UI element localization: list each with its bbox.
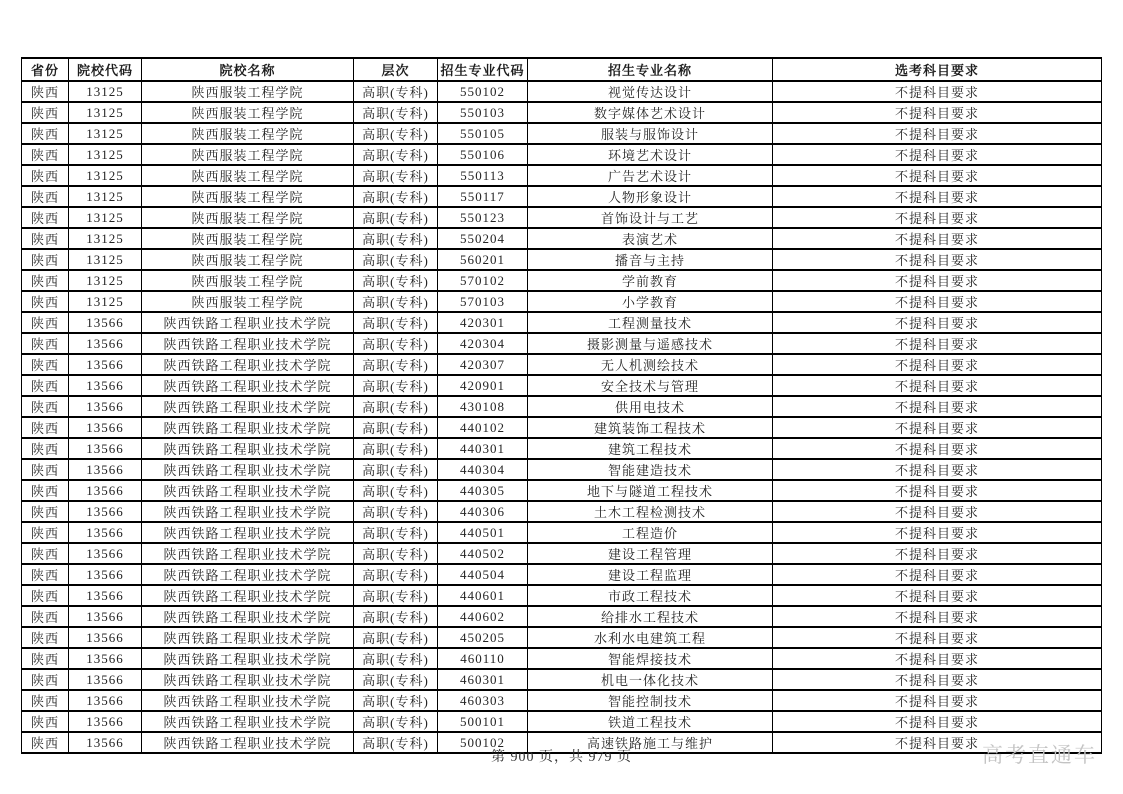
cell-level: 高职(专科) — [354, 144, 438, 165]
cell-major-code: 550113 — [438, 165, 528, 186]
cell-province: 陕西 — [22, 543, 69, 564]
cell-province: 陕西 — [22, 228, 69, 249]
col-header-major-name: 招生专业名称 — [528, 58, 773, 81]
cell-province: 陕西 — [22, 396, 69, 417]
cell-level: 高职(专科) — [354, 123, 438, 144]
table-row — [22, 669, 1102, 690]
cell-college-code: 13566 — [69, 312, 142, 333]
table-row — [22, 312, 1102, 333]
cell-major-name: 工程造价 — [528, 522, 773, 543]
cell-major-code: 550103 — [438, 102, 528, 123]
table-row — [22, 228, 1102, 249]
cell-major-name: 播音与主持 — [528, 249, 773, 270]
cell-subject-requirements: 不提科目要求 — [773, 81, 1102, 102]
cell-major-code: 440501 — [438, 522, 528, 543]
cell-province: 陕西 — [22, 375, 69, 396]
cell-college-name: 陕西铁路工程职业技术学院 — [142, 627, 354, 648]
cell-college-code: 13566 — [69, 564, 142, 585]
cell-college-name: 陕西服装工程学院 — [142, 270, 354, 291]
table-row — [22, 480, 1102, 501]
cell-college-name: 陕西铁路工程职业技术学院 — [142, 375, 354, 396]
cell-subject-requirements: 不提科目要求 — [773, 459, 1102, 480]
cell-province: 陕西 — [22, 627, 69, 648]
cell-major-code: 440502 — [438, 543, 528, 564]
cell-subject-requirements: 不提科目要求 — [773, 711, 1102, 732]
cell-level: 高职(专科) — [354, 186, 438, 207]
cell-major-name: 供用电技术 — [528, 396, 773, 417]
cell-subject-requirements: 不提科目要求 — [773, 207, 1102, 228]
cell-major-code: 550117 — [438, 186, 528, 207]
cell-level: 高职(专科) — [354, 228, 438, 249]
cell-subject-requirements: 不提科目要求 — [773, 690, 1102, 711]
cell-level: 高职(专科) — [354, 207, 438, 228]
cell-province: 陕西 — [22, 186, 69, 207]
cell-level: 高职(专科) — [354, 669, 438, 690]
cell-major-name: 市政工程技术 — [528, 585, 773, 606]
cell-major-name: 广告艺术设计 — [528, 165, 773, 186]
col-header-level: 层次 — [354, 58, 438, 81]
cell-province: 陕西 — [22, 585, 69, 606]
cell-college-name: 陕西铁路工程职业技术学院 — [142, 333, 354, 354]
cell-major-name: 水利水电建筑工程 — [528, 627, 773, 648]
cell-province: 陕西 — [22, 480, 69, 501]
cell-major-name: 学前教育 — [528, 270, 773, 291]
cell-major-code: 440306 — [438, 501, 528, 522]
cell-level: 高职(专科) — [354, 438, 438, 459]
cell-college-name: 陕西服装工程学院 — [142, 102, 354, 123]
cell-subject-requirements: 不提科目要求 — [773, 417, 1102, 438]
cell-major-code: 420901 — [438, 375, 528, 396]
cell-college-code: 13566 — [69, 543, 142, 564]
cell-major-code: 440601 — [438, 585, 528, 606]
cell-college-name: 陕西铁路工程职业技术学院 — [142, 396, 354, 417]
table-row — [22, 585, 1102, 606]
cell-major-code: 420307 — [438, 354, 528, 375]
cell-college-name: 陕西服装工程学院 — [142, 123, 354, 144]
cell-subject-requirements: 不提科目要求 — [773, 585, 1102, 606]
cell-province: 陕西 — [22, 354, 69, 375]
table-row — [22, 438, 1102, 459]
cell-level: 高职(专科) — [354, 585, 438, 606]
table-row — [22, 459, 1102, 480]
table-row — [22, 396, 1102, 417]
col-header-province: 省份 — [22, 58, 69, 81]
cell-major-name: 智能建造技术 — [528, 459, 773, 480]
cell-subject-requirements: 不提科目要求 — [773, 270, 1102, 291]
cell-college-code: 13125 — [69, 102, 142, 123]
cell-major-code: 420301 — [438, 312, 528, 333]
cell-college-name: 陕西铁路工程职业技术学院 — [142, 417, 354, 438]
cell-major-name: 表演艺术 — [528, 228, 773, 249]
cell-level: 高职(专科) — [354, 480, 438, 501]
cell-province: 陕西 — [22, 81, 69, 102]
table-row — [22, 711, 1102, 732]
cell-college-code: 13566 — [69, 585, 142, 606]
cell-province: 陕西 — [22, 270, 69, 291]
cell-subject-requirements: 不提科目要求 — [773, 648, 1102, 669]
cell-college-code: 13566 — [69, 438, 142, 459]
cell-level: 高职(专科) — [354, 354, 438, 375]
cell-province: 陕西 — [22, 123, 69, 144]
cell-province: 陕西 — [22, 207, 69, 228]
cell-level: 高职(专科) — [354, 375, 438, 396]
cell-major-code: 570103 — [438, 291, 528, 312]
cell-subject-requirements: 不提科目要求 — [773, 186, 1102, 207]
cell-major-name: 建筑装饰工程技术 — [528, 417, 773, 438]
cell-college-name: 陕西铁路工程职业技术学院 — [142, 501, 354, 522]
col-header-subject-requirements: 选考科目要求 — [773, 58, 1102, 81]
cell-province: 陕西 — [22, 564, 69, 585]
cell-level: 高职(专科) — [354, 459, 438, 480]
cell-subject-requirements: 不提科目要求 — [773, 312, 1102, 333]
cell-college-name: 陕西铁路工程职业技术学院 — [142, 648, 354, 669]
cell-subject-requirements: 不提科目要求 — [773, 228, 1102, 249]
cell-level: 高职(专科) — [354, 249, 438, 270]
cell-level: 高职(专科) — [354, 270, 438, 291]
cell-province: 陕西 — [22, 291, 69, 312]
cell-major-code: 440301 — [438, 438, 528, 459]
cell-major-name: 工程测量技术 — [528, 312, 773, 333]
cell-major-name: 智能焊接技术 — [528, 648, 773, 669]
cell-subject-requirements: 不提科目要求 — [773, 501, 1102, 522]
cell-college-code: 13566 — [69, 627, 142, 648]
cell-college-name: 陕西铁路工程职业技术学院 — [142, 564, 354, 585]
cell-subject-requirements: 不提科目要求 — [773, 543, 1102, 564]
table-row — [22, 564, 1102, 585]
page-number-footer: 第 900 页，共 979 页 — [491, 750, 632, 765]
cell-subject-requirements: 不提科目要求 — [773, 144, 1102, 165]
cell-level: 高职(专科) — [354, 333, 438, 354]
table-row — [22, 249, 1102, 270]
cell-level: 高职(专科) — [354, 291, 438, 312]
cell-major-code: 440102 — [438, 417, 528, 438]
table-header-row — [22, 58, 1102, 81]
cell-college-code: 13566 — [69, 690, 142, 711]
cell-major-code: 550204 — [438, 228, 528, 249]
cell-college-code: 13125 — [69, 165, 142, 186]
cell-major-name: 建设工程管理 — [528, 543, 773, 564]
cell-province: 陕西 — [22, 312, 69, 333]
table-row — [22, 417, 1102, 438]
cell-college-code: 13566 — [69, 522, 142, 543]
cell-major-name: 服装与服饰设计 — [528, 123, 773, 144]
cell-major-name: 智能控制技术 — [528, 690, 773, 711]
col-header-major-code: 招生专业代码 — [438, 58, 528, 81]
cell-college-name: 陕西服装工程学院 — [142, 144, 354, 165]
cell-major-code: 550105 — [438, 123, 528, 144]
cell-major-code: 440304 — [438, 459, 528, 480]
cell-subject-requirements: 不提科目要求 — [773, 732, 1102, 753]
cell-college-code: 13125 — [69, 270, 142, 291]
cell-subject-requirements: 不提科目要求 — [773, 333, 1102, 354]
cell-province: 陕西 — [22, 438, 69, 459]
cell-province: 陕西 — [22, 522, 69, 543]
cell-province: 陕西 — [22, 249, 69, 270]
cell-major-name: 建筑工程技术 — [528, 438, 773, 459]
cell-subject-requirements: 不提科目要求 — [773, 627, 1102, 648]
cell-major-name: 数字媒体艺术设计 — [528, 102, 773, 123]
cell-level: 高职(专科) — [354, 732, 438, 753]
table-row — [22, 165, 1102, 186]
cell-college-code: 13566 — [69, 354, 142, 375]
table-row — [22, 144, 1102, 165]
table-row — [22, 207, 1102, 228]
cell-province: 陕西 — [22, 606, 69, 627]
cell-province: 陕西 — [22, 417, 69, 438]
cell-major-name: 视觉传达设计 — [528, 81, 773, 102]
table-row — [22, 186, 1102, 207]
table-row — [22, 354, 1102, 375]
cell-major-code: 570102 — [438, 270, 528, 291]
table-row — [22, 375, 1102, 396]
cell-college-name: 陕西服装工程学院 — [142, 249, 354, 270]
table-row — [22, 627, 1102, 648]
cell-province: 陕西 — [22, 501, 69, 522]
cell-major-name: 铁道工程技术 — [528, 711, 773, 732]
table-row — [22, 501, 1102, 522]
cell-level: 高职(专科) — [354, 648, 438, 669]
cell-major-name: 给排水工程技术 — [528, 606, 773, 627]
cell-level: 高职(专科) — [354, 522, 438, 543]
cell-college-name: 陕西铁路工程职业技术学院 — [142, 354, 354, 375]
cell-major-code: 460301 — [438, 669, 528, 690]
cell-major-code: 460110 — [438, 648, 528, 669]
cell-major-code: 420304 — [438, 333, 528, 354]
table-row — [22, 690, 1102, 711]
table-row — [22, 123, 1102, 144]
cell-college-name: 陕西铁路工程职业技术学院 — [142, 585, 354, 606]
cell-college-name: 陕西服装工程学院 — [142, 81, 354, 102]
cell-college-name: 陕西铁路工程职业技术学院 — [142, 711, 354, 732]
cell-level: 高职(专科) — [354, 102, 438, 123]
cell-college-code: 13125 — [69, 186, 142, 207]
cell-subject-requirements: 不提科目要求 — [773, 165, 1102, 186]
cell-major-code: 550106 — [438, 144, 528, 165]
cell-college-name: 陕西铁路工程职业技术学院 — [142, 438, 354, 459]
table-row — [22, 102, 1102, 123]
admissions-table — [21, 57, 1102, 754]
cell-major-code: 500102 — [438, 732, 528, 753]
cell-college-code: 13566 — [69, 606, 142, 627]
cell-college-name: 陕西铁路工程职业技术学院 — [142, 606, 354, 627]
cell-college-name: 陕西服装工程学院 — [142, 186, 354, 207]
cell-college-code: 13125 — [69, 291, 142, 312]
cell-major-name: 小学教育 — [528, 291, 773, 312]
cell-province: 陕西 — [22, 648, 69, 669]
cell-subject-requirements: 不提科目要求 — [773, 480, 1102, 501]
cell-college-code: 13125 — [69, 81, 142, 102]
cell-subject-requirements: 不提科目要求 — [773, 375, 1102, 396]
cell-college-code: 13125 — [69, 123, 142, 144]
table-row — [22, 333, 1102, 354]
cell-province: 陕西 — [22, 144, 69, 165]
cell-level: 高职(专科) — [354, 627, 438, 648]
cell-level: 高职(专科) — [354, 501, 438, 522]
cell-subject-requirements: 不提科目要求 — [773, 354, 1102, 375]
cell-major-name: 人物形象设计 — [528, 186, 773, 207]
col-header-college-name: 院校名称 — [142, 58, 354, 81]
cell-level: 高职(专科) — [354, 81, 438, 102]
table-row — [22, 543, 1102, 564]
cell-subject-requirements: 不提科目要求 — [773, 564, 1102, 585]
watermark-gaokao-zhitongche: 高考直通车 — [982, 744, 1097, 767]
cell-major-code: 440602 — [438, 606, 528, 627]
cell-college-code: 13566 — [69, 396, 142, 417]
cell-college-name: 陕西铁路工程职业技术学院 — [142, 312, 354, 333]
cell-college-name: 陕西服装工程学院 — [142, 165, 354, 186]
cell-college-name: 陕西铁路工程职业技术学院 — [142, 522, 354, 543]
cell-major-code: 440305 — [438, 480, 528, 501]
cell-subject-requirements: 不提科目要求 — [773, 438, 1102, 459]
cell-major-name: 无人机测绘技术 — [528, 354, 773, 375]
cell-province: 陕西 — [22, 459, 69, 480]
cell-subject-requirements: 不提科目要求 — [773, 291, 1102, 312]
cell-college-code: 13125 — [69, 249, 142, 270]
cell-college-code: 13566 — [69, 480, 142, 501]
cell-college-code: 13125 — [69, 228, 142, 249]
cell-province: 陕西 — [22, 711, 69, 732]
cell-college-code: 13566 — [69, 711, 142, 732]
cell-level: 高职(专科) — [354, 543, 438, 564]
cell-province: 陕西 — [22, 102, 69, 123]
table-row — [22, 606, 1102, 627]
cell-college-name: 陕西铁路工程职业技术学院 — [142, 459, 354, 480]
cell-major-name: 地下与隧道工程技术 — [528, 480, 773, 501]
table-row — [22, 522, 1102, 543]
cell-college-name: 陕西铁路工程职业技术学院 — [142, 690, 354, 711]
cell-level: 高职(专科) — [354, 165, 438, 186]
cell-level: 高职(专科) — [354, 396, 438, 417]
table-row — [22, 291, 1102, 312]
cell-major-name: 首饰设计与工艺 — [528, 207, 773, 228]
cell-major-name: 建设工程监理 — [528, 564, 773, 585]
cell-major-code: 450205 — [438, 627, 528, 648]
cell-college-code: 13566 — [69, 732, 142, 753]
cell-major-code: 460303 — [438, 690, 528, 711]
cell-college-name: 陕西铁路工程职业技术学院 — [142, 480, 354, 501]
cell-subject-requirements: 不提科目要求 — [773, 669, 1102, 690]
cell-major-name: 土木工程检测技术 — [528, 501, 773, 522]
table-row — [22, 648, 1102, 669]
cell-college-name: 陕西铁路工程职业技术学院 — [142, 669, 354, 690]
cell-level: 高职(专科) — [354, 564, 438, 585]
cell-level: 高职(专科) — [354, 606, 438, 627]
table-row — [22, 81, 1102, 102]
cell-college-code: 13566 — [69, 375, 142, 396]
cell-college-code: 13566 — [69, 669, 142, 690]
cell-major-code: 550123 — [438, 207, 528, 228]
cell-subject-requirements: 不提科目要求 — [773, 102, 1102, 123]
cell-major-name: 安全技术与管理 — [528, 375, 773, 396]
cell-level: 高职(专科) — [354, 312, 438, 333]
cell-major-code: 560201 — [438, 249, 528, 270]
col-header-college-code: 院校代码 — [69, 58, 142, 81]
cell-province: 陕西 — [22, 732, 69, 753]
cell-province: 陕西 — [22, 690, 69, 711]
cell-college-code: 13566 — [69, 459, 142, 480]
cell-college-name: 陕西服装工程学院 — [142, 207, 354, 228]
cell-college-code: 13125 — [69, 207, 142, 228]
table-row — [22, 270, 1102, 291]
cell-major-name: 摄影测量与遥感技术 — [528, 333, 773, 354]
cell-college-code: 13566 — [69, 648, 142, 669]
cell-province: 陕西 — [22, 165, 69, 186]
cell-major-code: 550102 — [438, 81, 528, 102]
cell-province: 陕西 — [22, 333, 69, 354]
cell-level: 高职(专科) — [354, 690, 438, 711]
cell-college-code: 13566 — [69, 417, 142, 438]
cell-level: 高职(专科) — [354, 417, 438, 438]
cell-college-code: 13125 — [69, 144, 142, 165]
cell-level: 高职(专科) — [354, 711, 438, 732]
cell-college-name: 陕西服装工程学院 — [142, 228, 354, 249]
cell-major-code: 500101 — [438, 711, 528, 732]
cell-major-code: 430108 — [438, 396, 528, 417]
cell-major-name: 环境艺术设计 — [528, 144, 773, 165]
cell-subject-requirements: 不提科目要求 — [773, 123, 1102, 144]
cell-college-name: 陕西铁路工程职业技术学院 — [142, 732, 354, 753]
cell-college-name: 陕西铁路工程职业技术学院 — [142, 543, 354, 564]
cell-subject-requirements: 不提科目要求 — [773, 606, 1102, 627]
cell-subject-requirements: 不提科目要求 — [773, 396, 1102, 417]
cell-province: 陕西 — [22, 669, 69, 690]
cell-major-name: 高速铁路施工与维护 — [528, 732, 773, 753]
cell-subject-requirements: 不提科目要求 — [773, 522, 1102, 543]
cell-college-code: 13566 — [69, 333, 142, 354]
cell-major-code: 440504 — [438, 564, 528, 585]
cell-college-code: 13566 — [69, 501, 142, 522]
cell-subject-requirements: 不提科目要求 — [773, 249, 1102, 270]
cell-major-name: 机电一体化技术 — [528, 669, 773, 690]
cell-college-name: 陕西服装工程学院 — [142, 291, 354, 312]
